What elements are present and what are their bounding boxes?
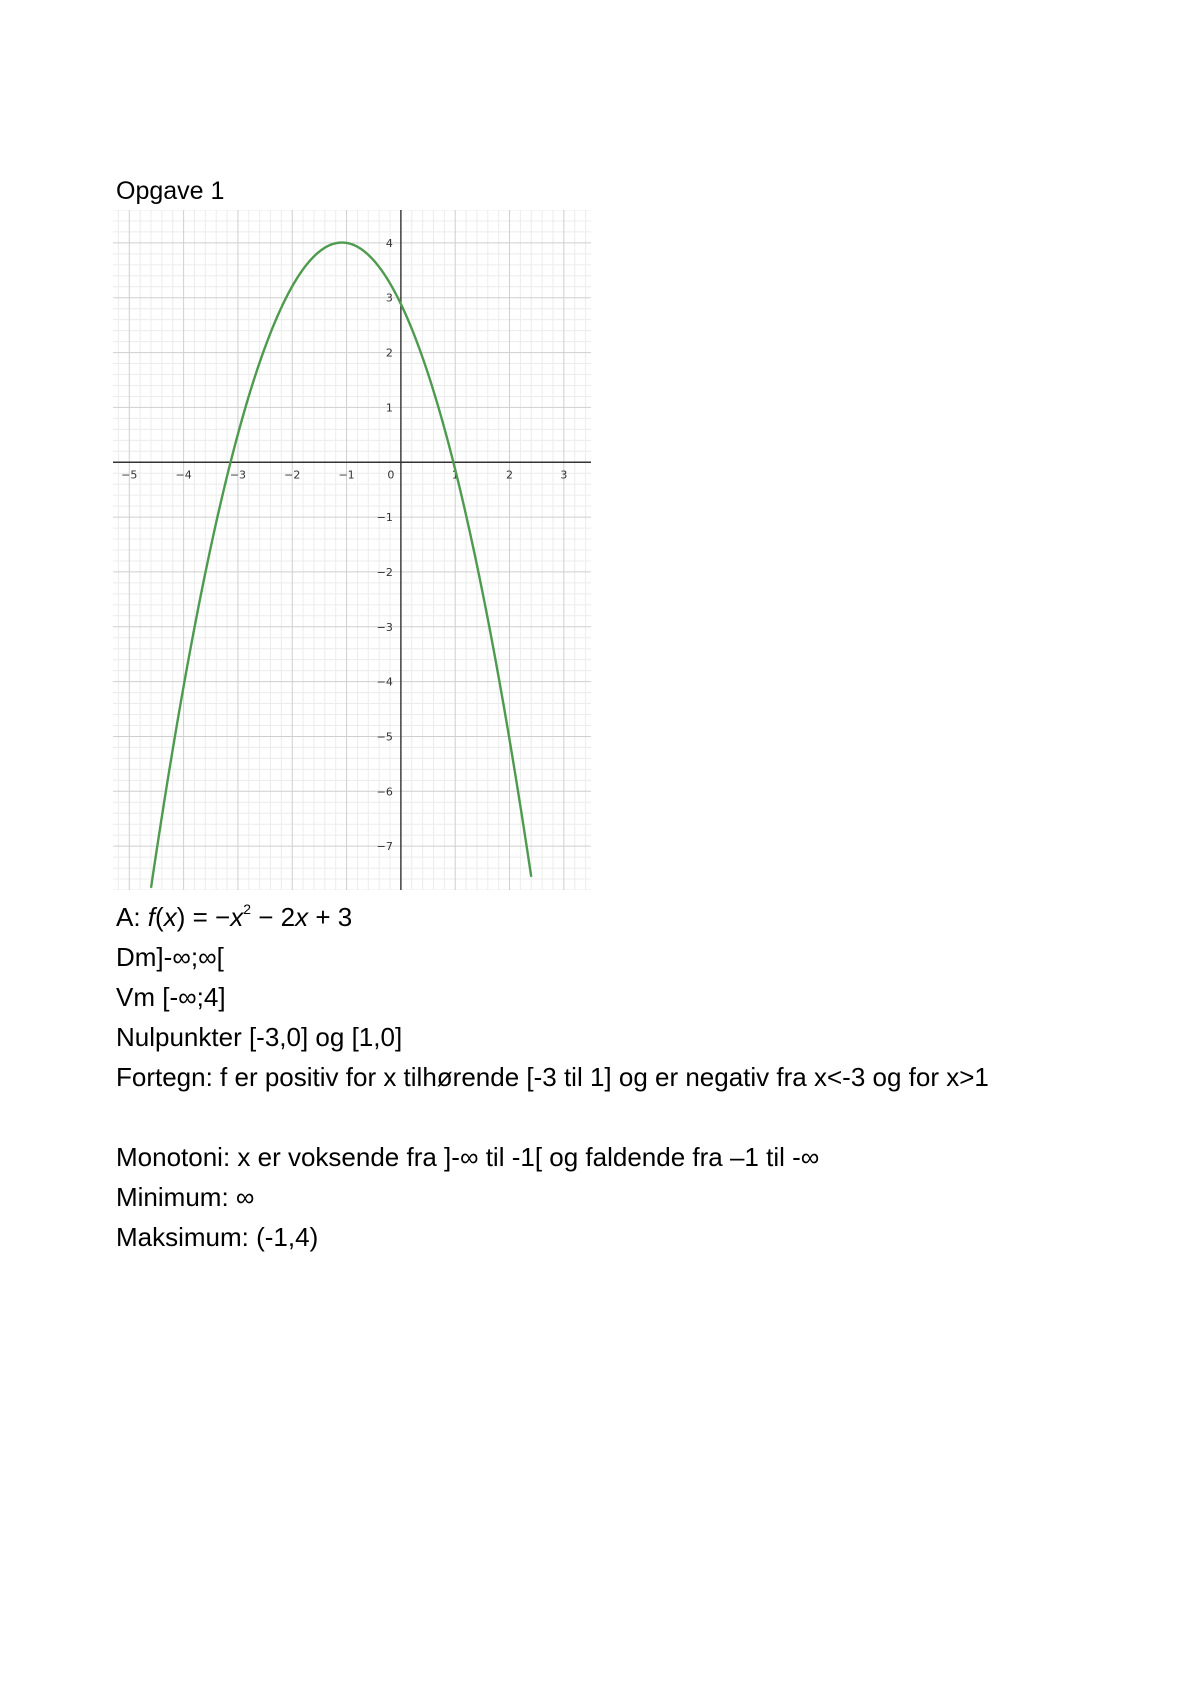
y-tick-label: −6	[376, 785, 393, 799]
minor-gridlines	[113, 210, 591, 890]
variable-x-squared: x	[230, 902, 244, 932]
x-tick-label: 0	[387, 468, 395, 482]
tick-labels	[121, 237, 567, 853]
y-tick-label: −3	[376, 620, 393, 634]
plus-three-term: + 3	[308, 902, 353, 932]
x-tick-label: −4	[175, 468, 192, 482]
x-tick-label: −5	[121, 468, 138, 482]
y-tick-label: −1	[376, 511, 393, 525]
range-line: Vm [-∞;4]	[116, 982, 226, 1012]
equals-sign: = −	[185, 902, 231, 932]
y-tick-label: 1	[385, 401, 393, 415]
x-tick-label: −3	[229, 468, 247, 482]
answer-list	[116, 897, 1076, 1257]
function-definition	[116, 897, 1076, 937]
y-tick-label: 3	[385, 291, 393, 305]
x-tick-label: 2	[506, 468, 514, 482]
y-tick-label: 4	[385, 236, 393, 250]
y-tick-label: −2	[376, 565, 393, 579]
function-graph	[113, 210, 591, 890]
maximum-line: Maksimum: (-1,4)	[116, 1222, 319, 1252]
sign-line: Fortegn: f er positiv for x tilhørende [-3 til 1] og er negativ fra x<-3 og for x>1	[116, 1062, 989, 1092]
variable-x: x	[163, 902, 177, 932]
monotony-line: Monotoni: x er voksende fra ]-∞ til -1[ og faldende fra –1 til -∞	[116, 1142, 820, 1172]
domain-line: Dm]-∞;∞[	[116, 942, 224, 972]
minimum-line: Minimum: ∞	[116, 1182, 255, 1212]
task-title: Opgave 1	[116, 177, 225, 205]
y-tick-label: −4	[376, 675, 393, 689]
x-tick-label: −2	[284, 468, 301, 482]
y-tick-label: −5	[376, 730, 393, 744]
blank-line	[116, 1097, 1076, 1137]
y-tick-label: −7	[376, 840, 393, 854]
exponent: 2	[243, 901, 251, 917]
function-prefix: A:	[116, 902, 148, 932]
x-tick-label: 1	[451, 468, 459, 482]
variable-x-linear: x	[295, 902, 309, 932]
x-tick-label: −1	[338, 468, 355, 482]
minus-two-term: − 2	[251, 902, 296, 932]
paren-close: )	[176, 902, 186, 932]
parabola-plot	[113, 210, 591, 890]
zeros-line: Nulpunkter [-3,0] og [1,0]	[116, 1022, 403, 1052]
function-name: f	[147, 902, 156, 932]
x-tick-label: 3	[560, 468, 568, 482]
paren-open: (	[155, 902, 164, 932]
y-tick-label: 2	[385, 346, 393, 360]
